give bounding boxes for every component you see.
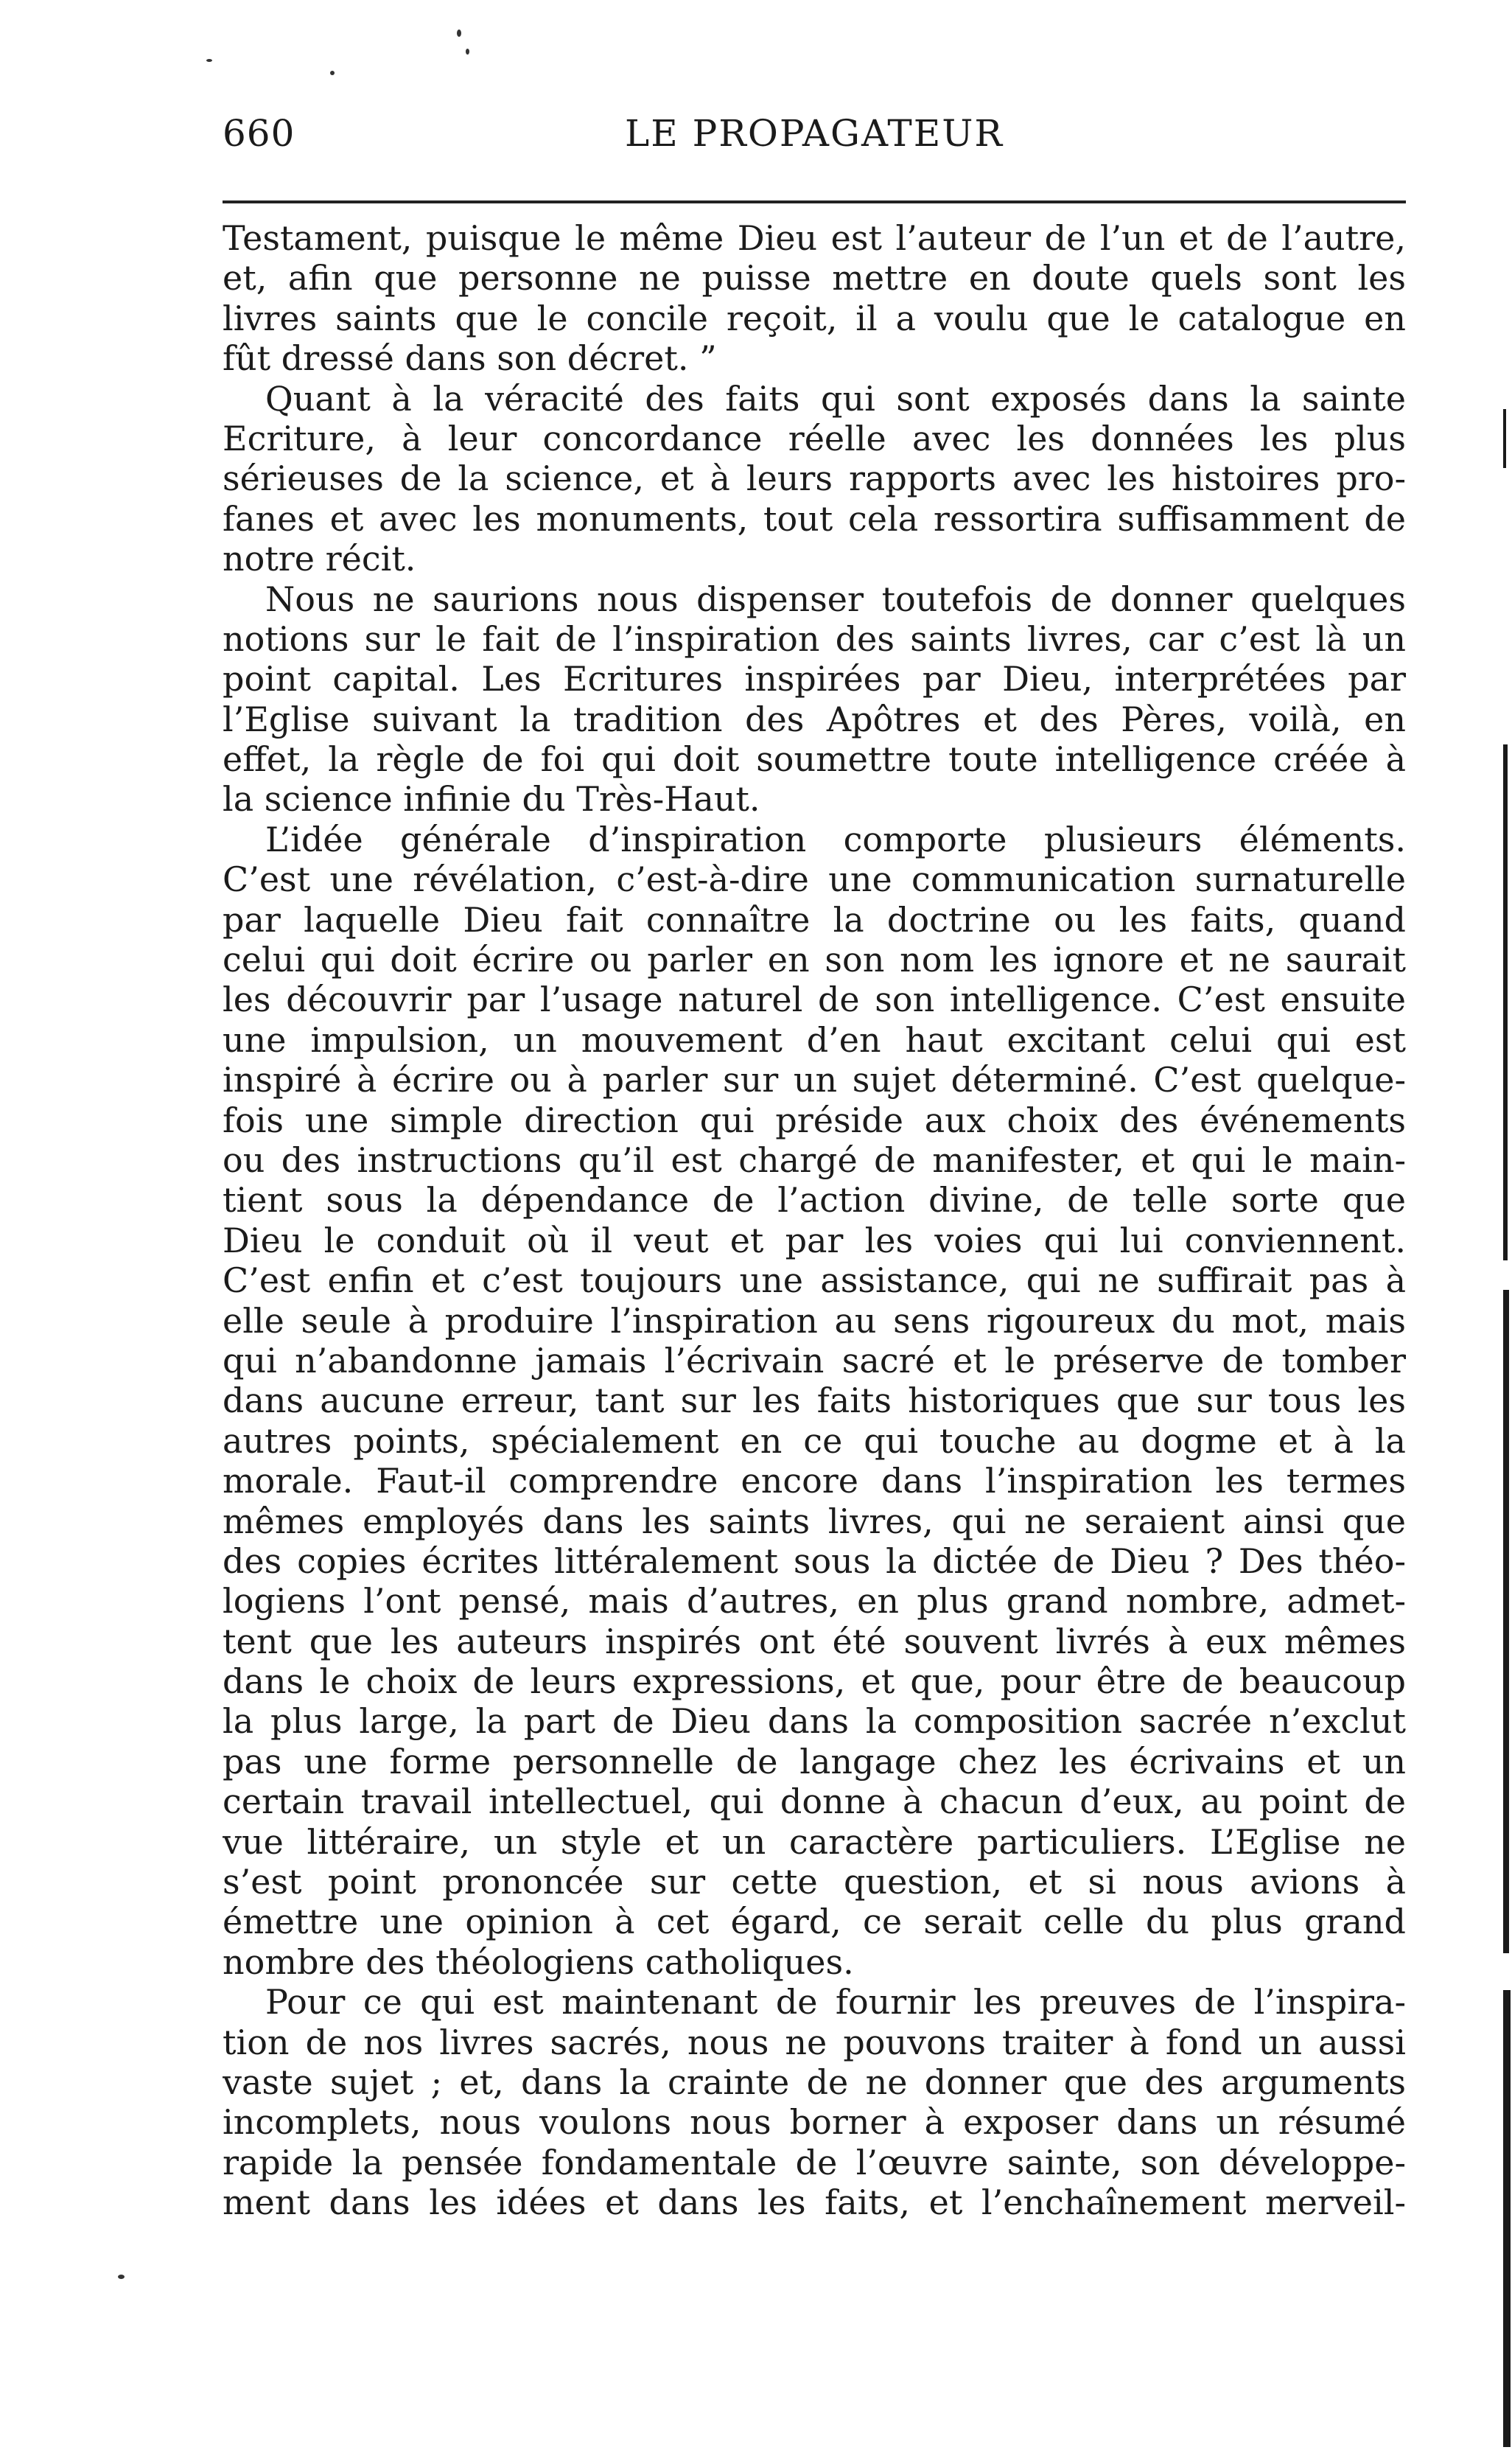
text-line: l’Eglise suivant la tradition des Apôtres et des Pères, voilà, en	[223, 699, 1406, 739]
text-line: émettre une opinion à cet égard, ce serait celle du plus grand	[223, 1902, 1406, 1942]
text-line: Dieu le conduit où il veut et par les voies qui lui conviennent.	[223, 1220, 1406, 1260]
text-line: fois une simple direction qui préside aux choix des événements	[223, 1100, 1406, 1140]
text-line: vue littéraire, un style et un caractère particuliers. L’Eglise ne	[223, 1821, 1406, 1862]
text-line: dans le choix de leurs expressions, et que, pour être de beaucoup	[223, 1661, 1406, 1702]
text-line: Ecriture, à leur concordance réelle avec les données les plus	[223, 418, 1406, 458]
text-line: fût dressé dans son décret. ”	[223, 338, 717, 379]
text-line: par laquelle Dieu fait connaître la doctrine ou les faits, quand	[223, 899, 1406, 940]
text-line: tent que les auteurs inspirés ont été souvent livrés à eux mêmes	[223, 1621, 1406, 1661]
text-line: dans aucune erreur, tant sur les faits historiques que sur tous les	[223, 1381, 1406, 1421]
running-head	[223, 112, 1406, 164]
scan-edge-mark	[1503, 744, 1508, 1260]
text-line: notions sur le fait de l’inspiration des saints livres, car c’est là un	[223, 618, 1406, 659]
text-line: notre récit.	[223, 539, 416, 579]
scan-speck	[330, 71, 335, 75]
scan-speck	[118, 2275, 125, 2279]
text-line: livres saints que le concile reçoit, il a voulu que le catalogue en	[223, 298, 1406, 338]
text-line: nombre des théologiens catholiques.	[223, 1941, 854, 1982]
text-line: ou des instructions qu’il est chargé de manifester, et qui le main-	[223, 1140, 1406, 1180]
scan-speck	[206, 59, 212, 62]
text-line: morale. Faut-il comprendre encore dans l’inspiration les termes	[223, 1461, 1406, 1501]
text-line: celui qui doit écrire ou parler en son nom les ignore et ne saurait	[223, 940, 1406, 980]
text-line: fanes et avec les monuments, tout cela ressortira suffisamment de	[223, 498, 1406, 539]
text-line: et, afin que personne ne puisse mettre en doute quels sont les	[223, 258, 1406, 299]
scan-edge-mark	[1503, 1290, 1509, 1953]
text-line: elle seule à produire l’inspiration au sens rigoureux du mot, mais	[223, 1300, 1406, 1341]
text-line: inspiré à écrire ou à parler sur un sujet déterminé. C’est quelque-	[223, 1060, 1406, 1100]
text-line: autres points, spécialement en ce qui touche au dogme et à la	[223, 1420, 1406, 1461]
text-line: C’est une révélation, c’est-à-dire une communication surnaturelle	[223, 859, 1406, 900]
text-line: Pour ce qui est maintenant de fournir les preuves de l’inspira-	[265, 1982, 1406, 2023]
text-line: mêmes employés dans les saints livres, qui ne seraient ainsi que	[223, 1501, 1406, 1541]
text-line: tion de nos livres sacrés, nous ne pouvons traiter à fond un aussi	[223, 2022, 1406, 2062]
text-line: point capital. Les Ecritures inspirées par Dieu, interprétées par	[223, 659, 1406, 699]
page-number: 660	[223, 112, 295, 155]
text-line: vaste sujet ; et, dans la crainte de ne donner que des arguments	[223, 2062, 1406, 2102]
header-rule	[223, 200, 1406, 203]
text-line: C’est enfin et c’est toujours une assistance, qui ne suffirait pas à	[223, 1260, 1406, 1301]
text-line: s’est point prononcée sur cette question, et si nous avions à	[223, 1862, 1406, 1902]
text-line: ment dans les idées et dans les faits, et l’enchaînement merveil-	[223, 2182, 1406, 2223]
running-title: LE PROPAGATEUR	[625, 112, 1004, 155]
text-line: la science infinie du Très-Haut.	[223, 779, 760, 820]
body-text	[223, 218, 1406, 2223]
text-line: sérieuses de la science, et à leurs rapports avec les histoires pro-	[223, 458, 1406, 499]
scan-speck	[466, 49, 469, 55]
text-line: des copies écrites littéralement sous la dictée de Dieu ? Des théo-	[223, 1540, 1406, 1581]
text-line: incomplets, nous voulons nous borner à exposer dans un résumé	[223, 2102, 1406, 2143]
text-line: L’idée générale d’inspiration comporte plusieurs éléments.	[265, 819, 1406, 859]
text-line: tient sous la dépendance de l’action divine, de telle sorte que	[223, 1180, 1406, 1221]
text-line: logiens l’ont pensé, mais d’autres, en plus grand nombre, admet-	[223, 1581, 1406, 1622]
text-line: Nous ne saurions nous dispenser toutefois de donner quelques	[265, 579, 1406, 619]
scan-edge-mark	[1503, 1990, 1511, 2447]
scan-edge-mark	[1503, 409, 1506, 468]
text-line: une impulsion, un mouvement d’en haut excitant celui qui est	[223, 1019, 1406, 1060]
scan-speck	[457, 29, 461, 37]
text-line: les découvrir par l’usage naturel de son intelligence. C’est ensuite	[223, 980, 1406, 1020]
text-line: la plus large, la part de Dieu dans la composition sacrée n’exclut	[223, 1701, 1406, 1742]
text-line: effet, la règle de foi qui doit soumettre toute intelligence créée à	[223, 739, 1406, 780]
text-line: pas une forme personnelle de langage chez les écrivains et un	[223, 1741, 1406, 1781]
text-line: rapide la pensée fondamentale de l’œuvre sainte, son développe-	[223, 2142, 1406, 2182]
text-line: Testament, puisque le même Dieu est l’auteur de l’un et de l’autre,	[223, 218, 1406, 258]
text-line: certain travail intellectuel, qui donne à chacun d’eux, au point de	[223, 1781, 1406, 1822]
text-line: Quant à la véracité des faits qui sont exposés dans la sainte	[265, 378, 1406, 419]
text-line: qui n’abandonne jamais l’écrivain sacré et le préserve de tomber	[223, 1340, 1406, 1381]
